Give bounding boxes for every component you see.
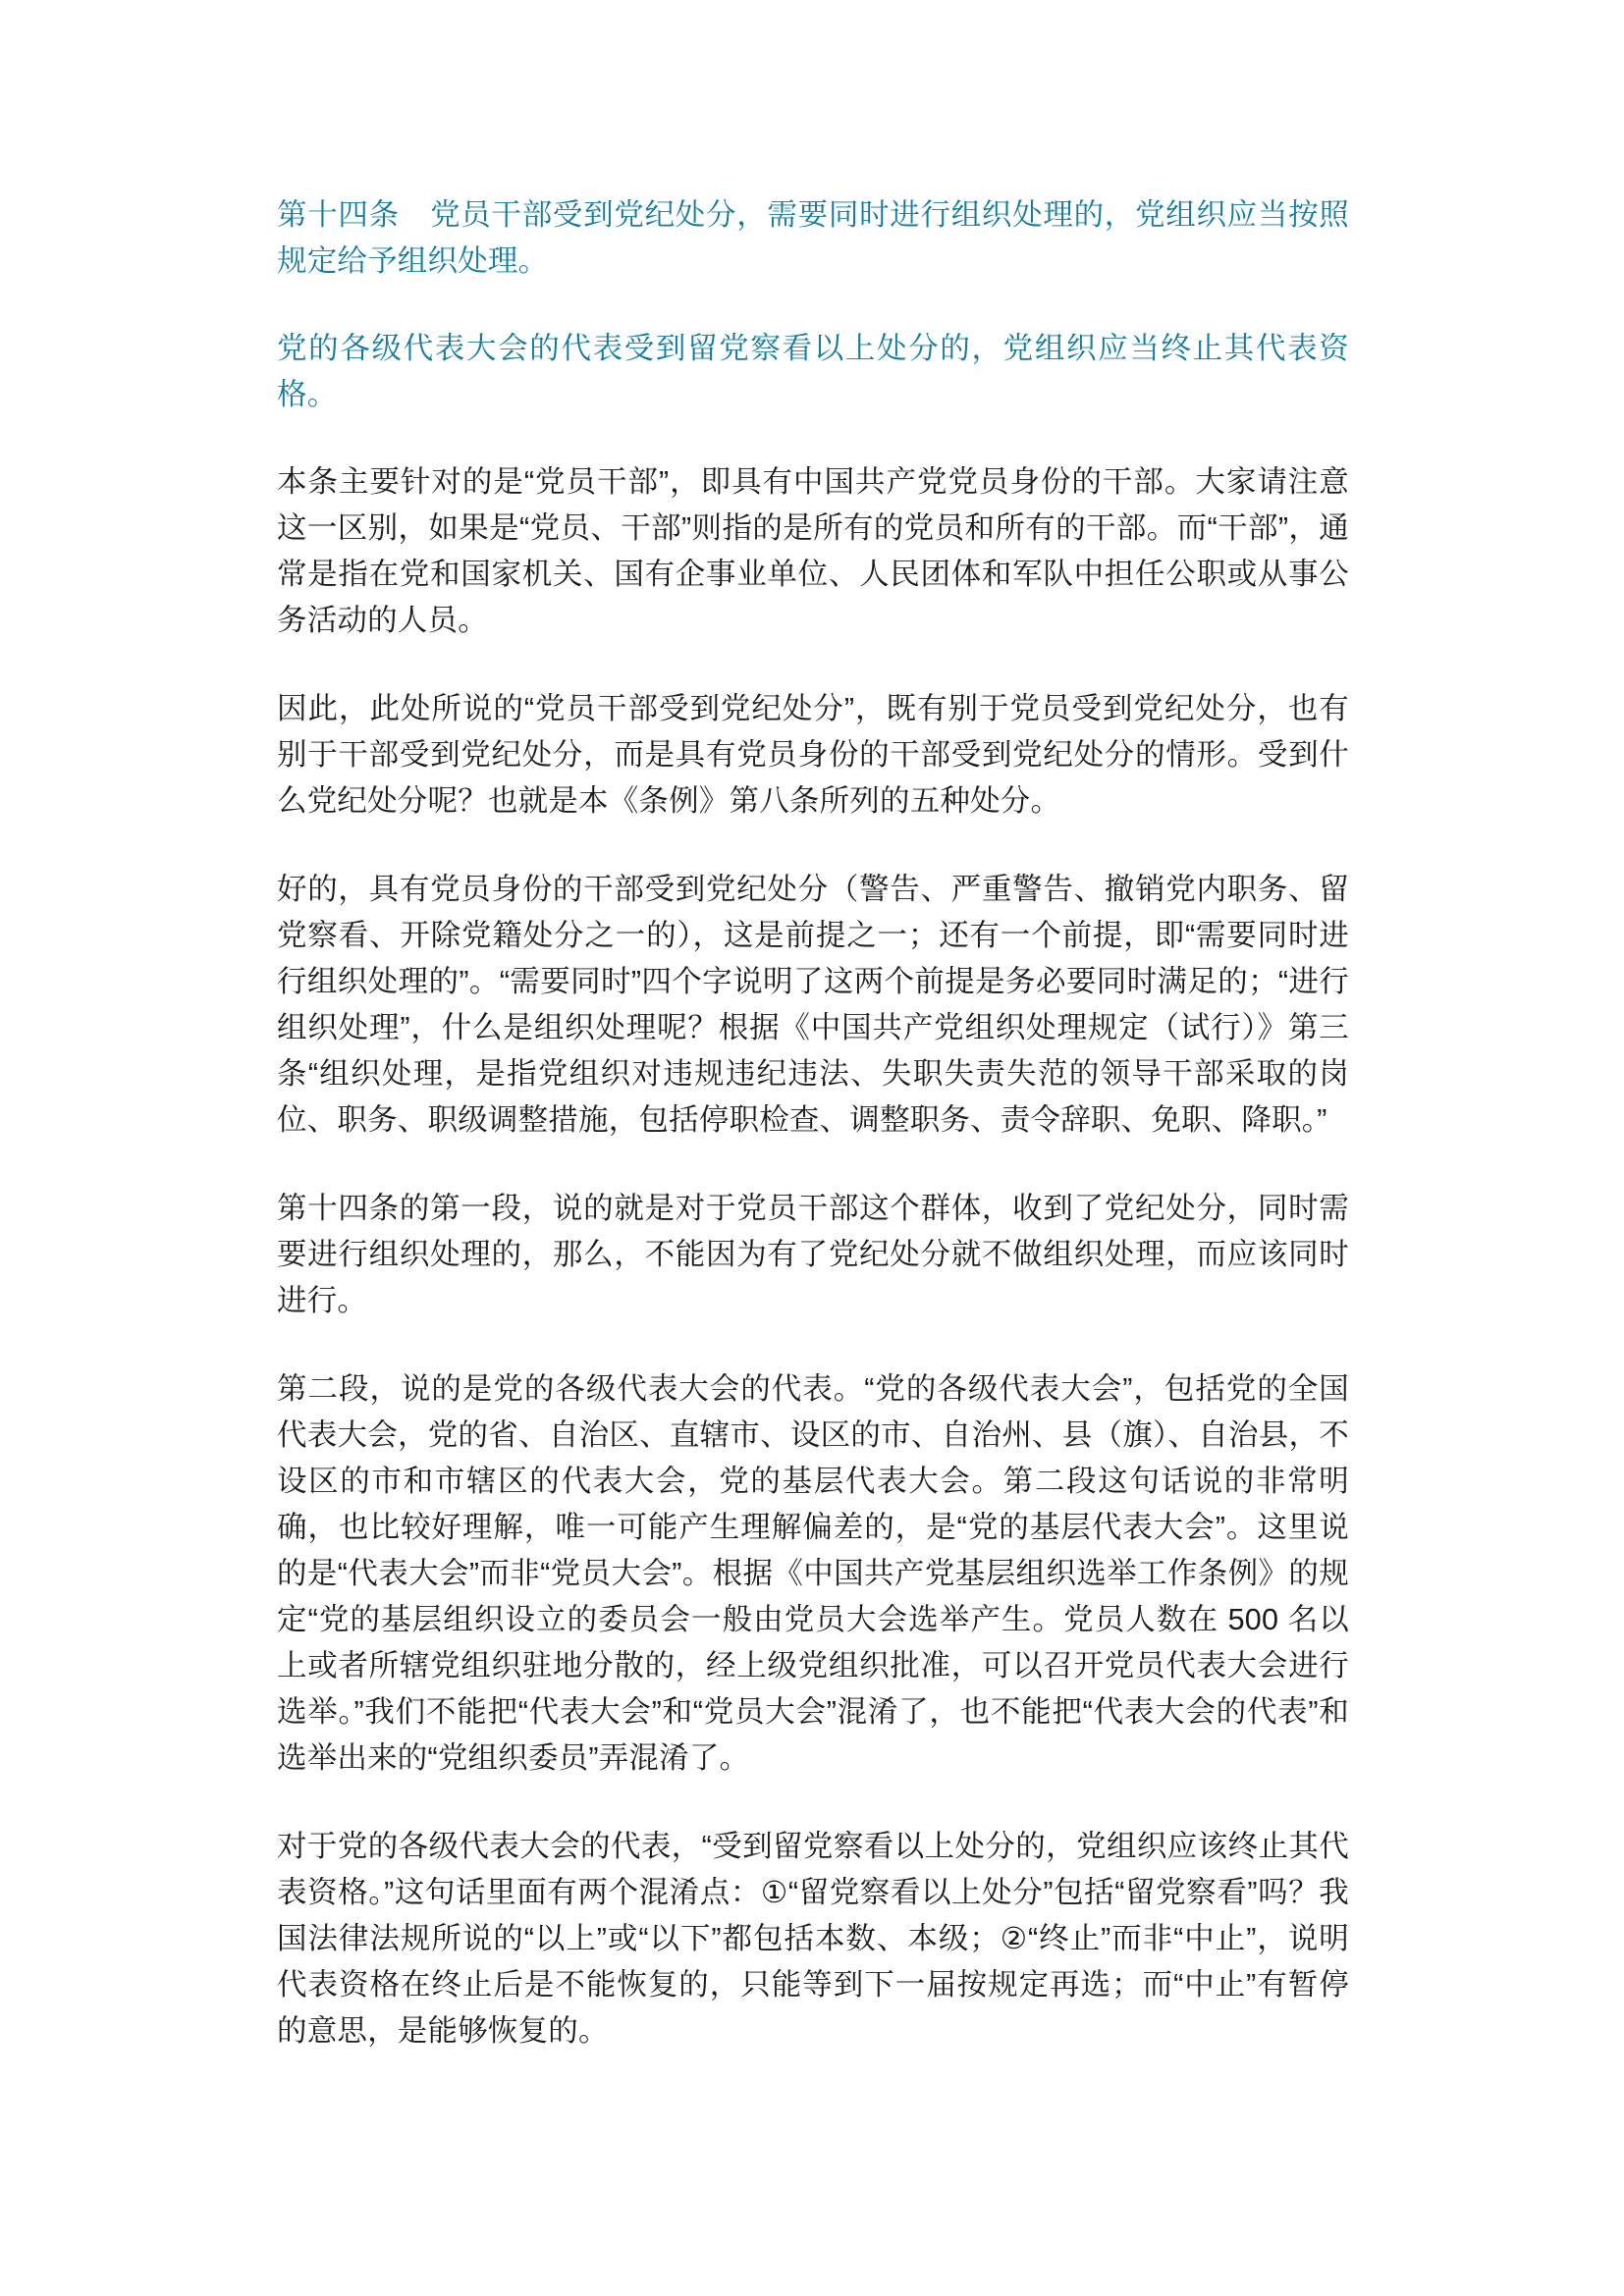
commentary-paragraph-3: 好的，具有党员身份的干部受到党纪处分（警告、严重警告、撤销党内职务、留党察看、开除党籍处分之一的），这是前提之一；还有一个前提，即“需要同时进行组织处理的”。“需要同时”四个字说明了这两个前提是务必要同时满足的；“进行组织处理”，什么是组织处理呢？根据《中国共产党组织处理规定（试行）》第三条“组织处理，是指党组织对违规违纪违法、失职失责失范的领导干部采取的岗位、职务、职级调整措施，包括停职检查、调整职务、责令辞职、免职、降职。” <box>277 873 1349 1137</box>
commentary-paragraph-4: 第十四条的第一段，说的就是对于党员干部这个群体，收到了党纪处分，同时需要进行组织处理的，那么，不能因为有了党纪处分就不做组织处理，而应该同时进行。 <box>277 1192 1349 1317</box>
document-body <box>277 192 1349 2055</box>
regulation-quote-paragraph-2: 党的各级代表大会的代表受到留党察看以上处分的，党组织应当终止其代表资格。 <box>277 332 1349 411</box>
regulation-quote-paragraph-1: 第十四条 党员干部受到党纪处分，需要同时进行组织处理的，党组织应当按照规定给予组织处理。 <box>277 198 1349 278</box>
commentary-paragraph-5: 第二段，说的是党的各级代表大会的代表。“党的各级代表大会”，包括党的全国代表大会，党的省、自治区、直辖市、设区的市、自治州、县（旗）、自治县，不设区的市和市辖区的代表大会，党的基层代表大会。第二段这句话说的非常明确，也比较好理解，唯一可能产生理解偏差的，是“党的基层代表大会”。这里说的是“代表大会”而非“党员大会”。根据《中国共产党基层组织选举工作条例》的规定“党的基层组织设立的委员会一般由党员大会选举产生。党员人数在 500 名以上或者所辖党组织驻地分散的，经上级党组织批准，可以召开党员代表大会进行选举。”我们不能把“代表大会”和“党员大会”混淆了，也不能把“代表大会的代表”和选举出来的“党组织委员”弄混淆了。 <box>277 1372 1349 1775</box>
commentary-paragraph-1: 本条主要针对的是“党员干部”，即具有中国共产党党员身份的干部。大家请注意这一区别，如果是“党员、干部”则指的是所有的党员和所有的干部。而“干部”，通常是指在党和国家机关、国有企事业单位、人民团体和军队中担任公职或从事公务活动的人员。 <box>277 465 1349 637</box>
commentary-paragraph-6: 对于党的各级代表大会的代表，“受到留党察看以上处分的，党组织应该终止其代表资格。”这句话里面有两个混淆点：①“留党察看以上处分”包括“留党察看”吗？我国法律法规所说的“以上”或“以下”都包括本数、本级；②“终止”而非“中止”，说明代表资格在终止后是不能恢复的，只能等到下一届按规定再选；而“中止”有暂停的意思，是能够恢复的。 <box>277 1830 1349 2048</box>
commentary-paragraph-2: 因此，此处所说的“党员干部受到党纪处分”，既有别于党员受到党纪处分，也有别于干部受到党纪处分，而是具有党员身份的干部受到党纪处分的情形。受到什么党纪处分呢？也就是本《条例》第八条所列的五种处分。 <box>277 692 1349 818</box>
